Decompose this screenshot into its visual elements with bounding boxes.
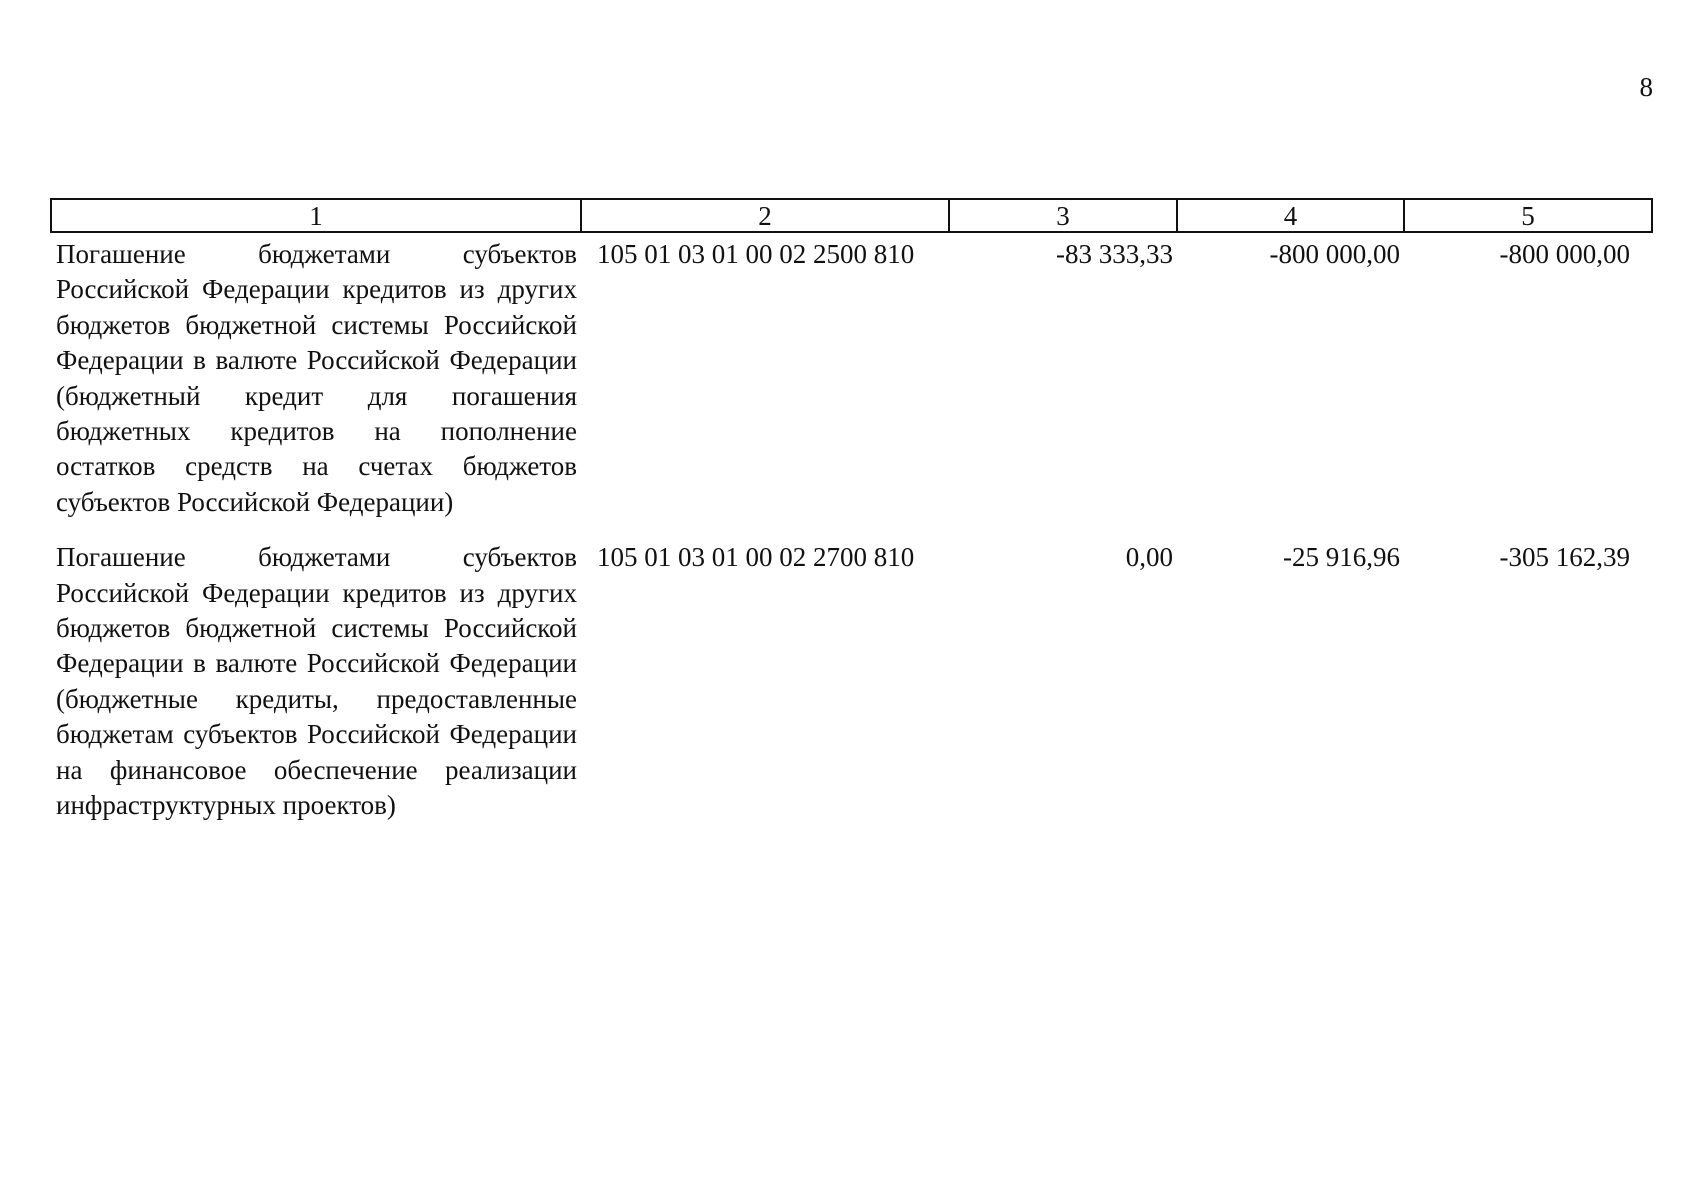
row-value-col5: -305 162,39 [1499, 542, 1630, 573]
table-header [51, 199, 1652, 232]
page-number: 8 [1639, 72, 1653, 102]
row-code: 105 01 03 01 00 02 2500 810 [597, 239, 915, 269]
table-row [51, 540, 1652, 823]
table-row [51, 232, 1652, 540]
header-col-4: 4 [1177, 199, 1404, 232]
header-col-1: 1 [51, 199, 581, 232]
row-code: 105 01 03 01 00 02 2700 810 [597, 542, 915, 573]
row-description: Погашение бюджетами субъектов Российской Федерации кредитов из других бюджетов бюджетной системы Российской Федерации в валюте Российской Федерации (бюджетный кредит для погашения бюджетных кредитов на пополнение остатков средств на счетах бюджетов субъектов Российской Федерации) [56, 239, 577, 517]
row-value-col5: -800 000,00 [1499, 239, 1630, 269]
budget-table [50, 198, 1653, 824]
header-col-2: 2 [581, 199, 949, 232]
row-description: Погашение бюджетами субъектов Российской Федерации кредитов из других бюджетов бюджетной системы Российской Федерации в валюте Российской Федерации (бюджетные кредиты, предоставленные бюджетам субъектов Российской Федерации на финансовое обеспечение реализации инфраструктурных проектов) [56, 542, 577, 821]
table-body [51, 232, 1652, 824]
header-row [51, 199, 1652, 232]
header-col-5: 5 [1404, 199, 1652, 232]
row-value-col3: -83 333,33 [1056, 239, 1173, 269]
row-value-col3: 0,00 [1125, 542, 1173, 573]
row-value-col4: -800 000,00 [1269, 239, 1400, 269]
row-value-col4: -25 916,96 [1283, 542, 1400, 573]
header-col-3: 3 [949, 199, 1177, 232]
